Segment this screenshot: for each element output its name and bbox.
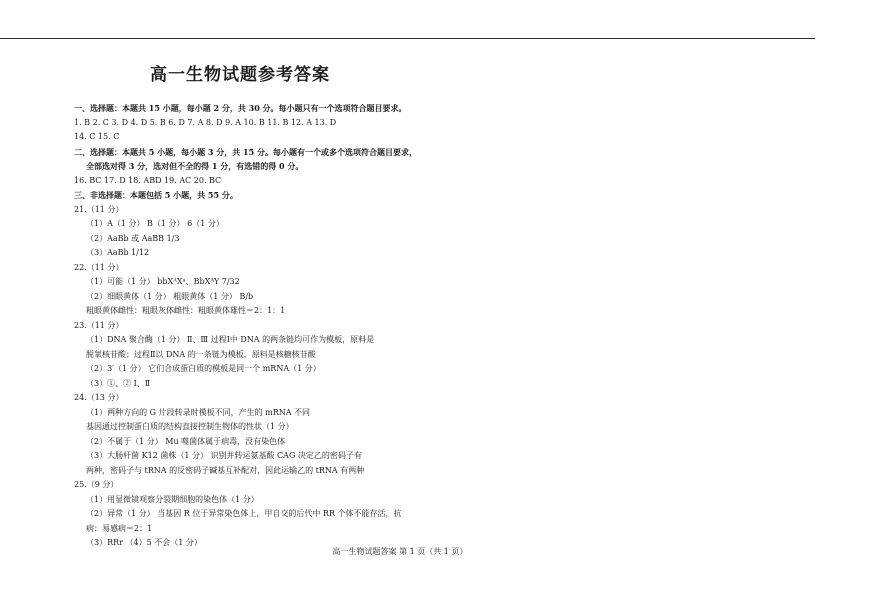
answer-line: 25.（9 分）: [74, 480, 119, 489]
answer-line: 三、非选择题：本题包括 5 小题，共 55 分。: [74, 190, 238, 200]
answer-line: （2）AaBb 或 AaBB 1/3: [86, 233, 180, 243]
footer-text: 高一生物试题答案 第 1 页（共 1 页）: [332, 547, 468, 556]
page-title: 高一生物试题参考答案: [150, 65, 330, 85]
answer-line: 二、选择题：本题共 5 小题，每小题 3 分，共 15 分。每小题有一个或多个选项符合题目要求，: [74, 146, 417, 157]
answer-line: （3）RRr （4）5 不会（1 分）: [86, 538, 202, 547]
answer-content: [74, 101, 614, 551]
answer-line: （1）DNA 聚合酶（1 分） Ⅱ、Ⅲ 过程Ⅰ中 DNA 的两条链均可作为模板，原料是: [86, 335, 375, 344]
page-footer: [0, 546, 870, 557]
top-rule: [0, 38, 815, 39]
answer-line: 一、选择题：本题共 15 小题，每小题 2 分，共 30 分。每小题只有一个选项符合题目要求。: [74, 103, 407, 113]
answer-line: 21.（11 分）: [74, 204, 124, 214]
answer-line: 病：易感病＝2：1: [86, 523, 153, 533]
answer-line: （2）不属于（1 分） Mu 噬菌体属于病毒，没有染色体: [86, 436, 286, 446]
answer-line: （3）①、② Ⅰ、Ⅱ: [86, 378, 151, 388]
answer-line: （2）3′（1 分） 它们合成蛋白质的模板是同一个 mRNA（1 分）: [86, 364, 321, 373]
answer-line: （2）细眼黄体（1 分） 粗眼黄体（1 分） B/b: [86, 291, 254, 301]
answer-line: （1）两种方向的 G 片段转录时模板不同，产生的 mRNA 不同: [86, 407, 311, 417]
answer-line: （1）可能（1 分） bbXᴬXᵃ、BbXᴬY 7/32: [86, 277, 240, 286]
answer-line: （3）AaBb 1/12: [86, 248, 150, 257]
answer-line: （1）A（1 分） B（1 分） 6（1 分）: [86, 219, 224, 228]
answer-line: 14. C 15. C: [74, 132, 120, 141]
answer-line: （1）用显微镜观察分裂期细胞的染色体（1 分）: [86, 494, 259, 504]
answer-line: 22.（11 分）: [74, 262, 124, 272]
answer-line: 16. BC 17. D 18. ABD 19. AC 20. BC: [74, 175, 222, 185]
answer-line: 23.（11 分）: [74, 320, 124, 330]
answer-line: 全部选对得 3 分，选对但不全的得 1 分，有选错的得 0 分。: [86, 161, 304, 171]
answer-line: 脱氧核苷酸；过程Ⅱ以 DNA 的一条链为模板，原料是核糖核苷酸: [86, 349, 316, 359]
answer-line: 粗眼黄体雌性：粗眼灰体雌性：粗眼黄体雄性＝2：1：1: [86, 306, 286, 315]
answer-line: 两种，密码子与 tRNA 的反密码子碱基互补配对，因此运输乙的 tRNA 有两种: [86, 465, 365, 475]
answer-line: 基因通过控制蛋白质的结构直接控制生物体的性状（1 分）: [86, 422, 294, 431]
answer-line: 1. B 2. C 3. D 4. D 5. B 6. D 7. A 8. D 9. A 10. B 11. B 12. A 13. D: [74, 117, 337, 127]
answer-line: 24.（13 分）: [74, 393, 124, 402]
answer-line: （2）异常（1 分） 当基因 R 位于异常染色体上，甲自交的后代中 RR 个体不能存活，抗: [86, 509, 402, 518]
answer-line: （3）大肠杆菌 K12 菌株（1 分） 识别并转运氨基酸 CAG 决定乙的密码子有: [86, 451, 362, 460]
